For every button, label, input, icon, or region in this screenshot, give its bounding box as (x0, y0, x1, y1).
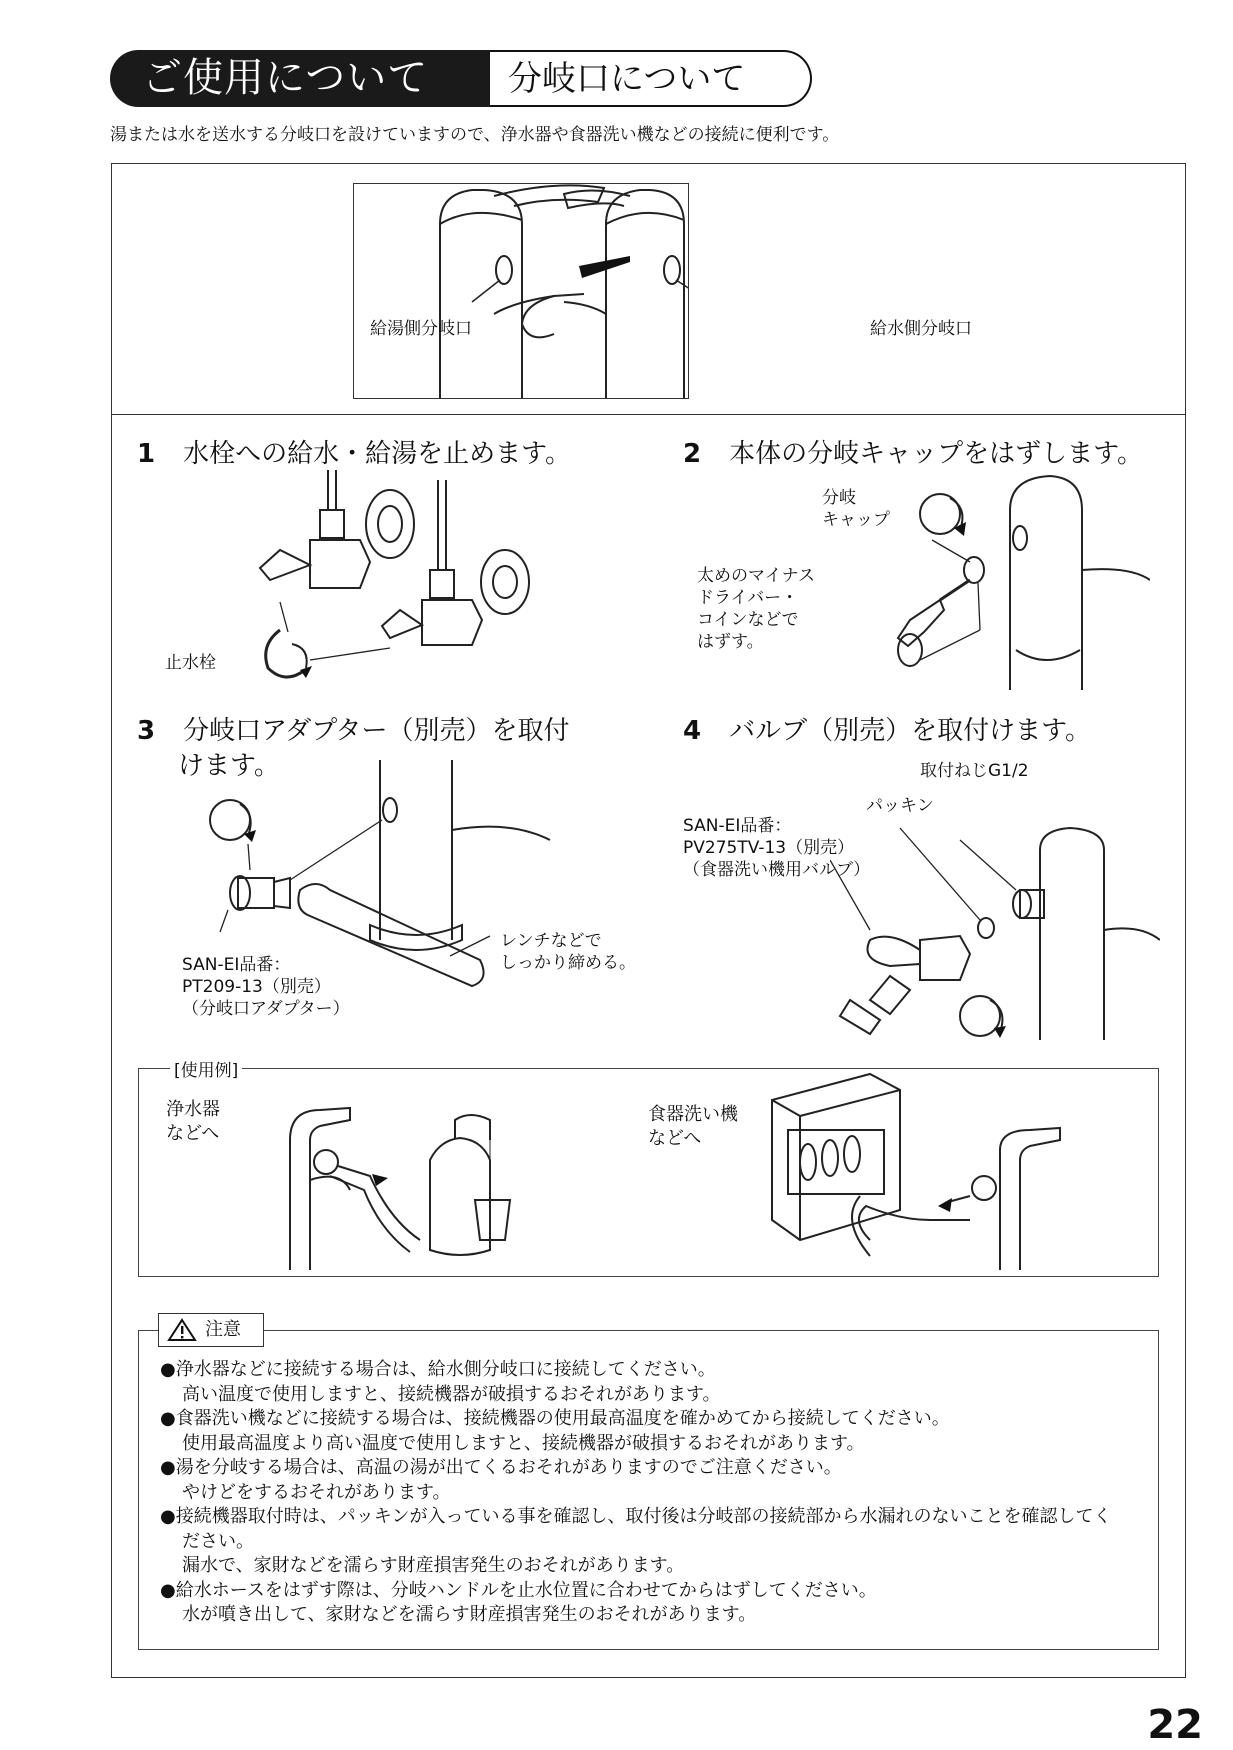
step-4-heading (683, 710, 1091, 747)
valve-part-line: SAN-EI品番： (683, 816, 792, 836)
cap-label-line-1: 分岐 (822, 488, 856, 508)
step-2-number: 2 (683, 439, 702, 469)
page-number: 22 (1147, 1702, 1203, 1748)
tool-label-line: コインなどで (697, 610, 799, 630)
faucet-ports-figure (353, 183, 689, 399)
usage-examples-tag: [使用例] (170, 1056, 242, 1081)
caution-notes (160, 1358, 1120, 1628)
cap-label-line-2: キャップ (822, 510, 890, 530)
wrench-label (500, 930, 636, 974)
caution-item: ●食器洗い機などに接続する場合は、接続機器の使用最高温度を確かめてから接続してください。 (160, 1408, 950, 1429)
packing-label: パッキン (866, 796, 934, 816)
stop-valve-illustration (160, 470, 560, 695)
adapter-part-label (182, 954, 350, 1020)
faucet-ports-illustration (354, 184, 689, 399)
caution-item-detail: やけどをするおそれがあります。 (182, 1481, 451, 1503)
dishwasher-label-line: 食器洗い機 (648, 1104, 738, 1125)
frame-divider (111, 414, 1186, 415)
adapter-part-line: SAN-EI品番： (182, 955, 291, 975)
warning-triangle-icon (167, 1318, 197, 1342)
step-1-number: 1 (137, 439, 156, 469)
step-3-text-1: 分岐口アダプター（別売）を取付 (183, 716, 570, 746)
caution-item: ●給水ホースをはずす際は、分岐ハンドルを止水位置に合わせてからはずしてください。 (160, 1579, 877, 1601)
caution-item: ●湯を分岐する場合は、高温の湯が出てくるおそれがありますのでご注意ください。 (160, 1457, 842, 1478)
step-3-number: 3 (137, 716, 156, 746)
section-subtitle: 分岐口について (490, 50, 812, 107)
adapter-part-line: （分岐口アダプター） (182, 999, 350, 1019)
dishwasher-label-line: などへ (648, 1128, 702, 1149)
water-purifier-label (166, 1098, 220, 1146)
valve-install-illustration (830, 780, 1160, 1040)
cap-label (822, 487, 890, 531)
tool-label-line: 太めのマイナス (697, 566, 815, 586)
water-purifier-illustration (260, 1100, 520, 1270)
dishwasher-label (648, 1103, 738, 1151)
hot-port-label: 給湯側分岐口 (370, 319, 472, 339)
water-purifier-label-line: などへ (166, 1123, 220, 1144)
wrench-label-line: しっかり締める。 (500, 953, 636, 973)
step-2-text: 本体の分岐キャップをはずします。 (729, 439, 1144, 469)
step-3-text-2: けます。 (178, 751, 280, 781)
adapter-part-line: PT209-13（別売） (182, 977, 331, 997)
step-3-heading (137, 710, 569, 747)
section-title: ご使用について (110, 50, 490, 107)
dishwasher-illustration (770, 1070, 1070, 1270)
step-4-text: バルブ（別売）を取付けます。 (729, 716, 1092, 746)
stop-valve-label: 止水栓 (165, 653, 216, 673)
step-2-heading (683, 433, 1143, 470)
caution-item-detail: 高い温度で使用しますと、接続機器が破損するおそれがあります。 (182, 1383, 721, 1405)
intro-text: 湯または水を送水する分岐口を設けていますので、浄水器や食器洗い機などの接続に便利です。 (110, 125, 840, 145)
caution-item-detail: 使用最高温度より高い温度で使用しますと、接続機器が破損するおそれがあります。 (182, 1432, 865, 1454)
caution-item-detail: 水が噴き出して、家財などを濡らす財産損害発生のおそれがあります。 (182, 1604, 757, 1625)
cold-port-label: 給水側分岐口 (870, 319, 972, 339)
valve-part-line: （食器洗い機用バルブ） (683, 860, 871, 880)
tool-label (697, 565, 815, 653)
caution-tag-label: 注意 (205, 1319, 241, 1340)
step-1-heading (137, 433, 571, 470)
caution-tag (158, 1313, 264, 1347)
caution-item-detail: 漏水で、家財などを濡らす財産損害発生のおそれがあります。 (182, 1555, 685, 1576)
valve-part-line: PV275TV-13（別売） (683, 838, 855, 858)
caution-item: ●接続機器取付時は、パッキンが入っている事を確認し、取付後は分岐部の接続部から水漏れのないことを確認してください。 (160, 1506, 1112, 1552)
step-1-text: 水栓への給水・給湯を止めます。 (183, 439, 572, 469)
tool-label-line: はずす。 (697, 632, 764, 652)
wrench-label-line: レンチなどで (500, 931, 602, 951)
thread-label: 取付ねじG1/2 (920, 761, 1029, 781)
water-purifier-label-line: 浄水器 (166, 1099, 220, 1120)
step-4-number: 4 (683, 716, 702, 746)
caution-item: ●浄水器などに接続する場合は、給水側分岐口に接続してください。 (160, 1359, 716, 1380)
tool-label-line: ドライバー・ (697, 588, 799, 608)
